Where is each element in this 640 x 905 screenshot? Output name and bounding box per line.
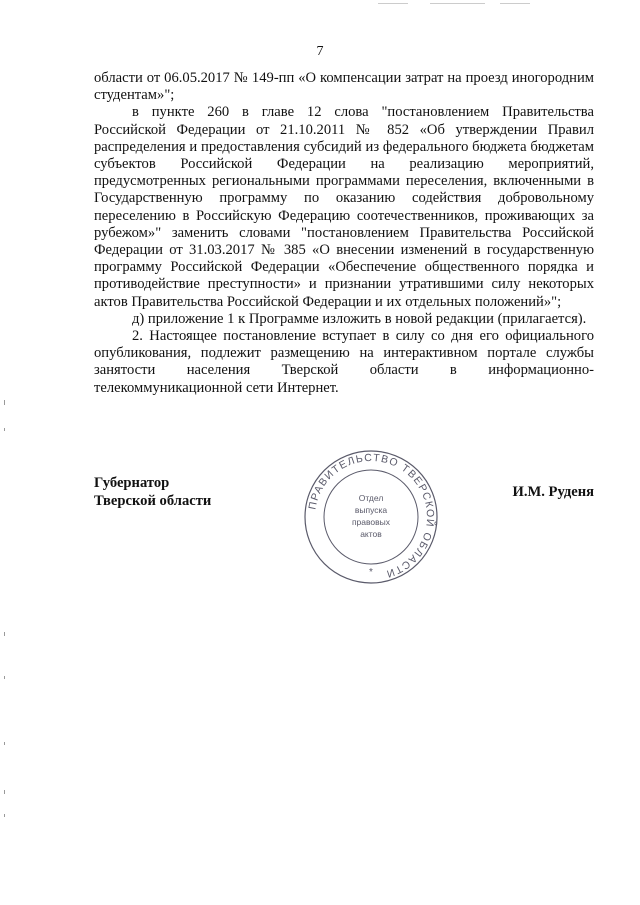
stamp-center-line: актов (360, 529, 382, 539)
paragraph: д) приложение 1 к Программе изложить в новой редакции (прилагается). (132, 310, 587, 327)
scan-artifact-line (500, 3, 530, 4)
signatory-title-line: Тверской области (94, 492, 212, 509)
scan-edge-mark (4, 742, 5, 745)
scan-artifact-line (430, 3, 485, 4)
scan-edge-mark (4, 814, 5, 817)
scan-artifact-line (378, 3, 408, 4)
scan-edge-mark (4, 676, 5, 679)
page-number: 7 (316, 44, 324, 59)
document-body (94, 70, 594, 397)
scan-edge-mark (4, 400, 5, 405)
scan-edge-mark (4, 790, 5, 794)
stamp-center-line: Отдел (358, 493, 384, 503)
signatory-title (94, 475, 211, 510)
stamp-center-line: выпуска (354, 505, 388, 515)
paragraph: области от 06.05.2017 № 149-пп «О компенсации затрат на проезд иногородним студентам»"; (94, 70, 594, 104)
stamp-ring-textpath: ПРАВИТЕЛЬСТВО ТВЕРСКОЙ ОБЛАСТИ (306, 451, 437, 580)
signatory-title-line: Губернатор (94, 475, 170, 491)
signatory-name: И.М. Руденя (512, 484, 594, 500)
stamp-center-line: правовых (351, 517, 391, 527)
scan-edge-mark (4, 632, 5, 636)
official-stamp (303, 449, 439, 585)
scan-edge-mark (4, 428, 5, 431)
paragraph: в пункте 260 в главе 12 слова "постановлением Правительства Российской Федерации от 21.10.2011 № 852 «Об утверждении Правил распределения и предоставления субсидий из федерального бюджета бюджетам субъектов Российской Федерации на реализацию мероприятий, предусмотренных региональными программами переселения, включенными в Государственную программу по оказанию содействия добровольному переселению в Российскую Федерацию соотечественников, проживающих за рубежом»" заменить словами "постановлением Правительства Российской Федерации от 31.03.2017 № 385 «О внесении изменений в государственную программу Российской Федерации «Обеспечение общественного порядка и противодействие преступности» и признании утратившими силу некоторых актов Правительства Российской Федерации и их отдельных положений»"; (94, 104, 594, 310)
paragraph: 2. Настоящее постановление вступает в силу со дня его официального опубликования, подлежит размещению на интерактивном портале службы занятости населения Тверской области в информационно-телекоммуникационной сети Интернет. (94, 328, 594, 396)
stamp-star: * (369, 567, 373, 578)
